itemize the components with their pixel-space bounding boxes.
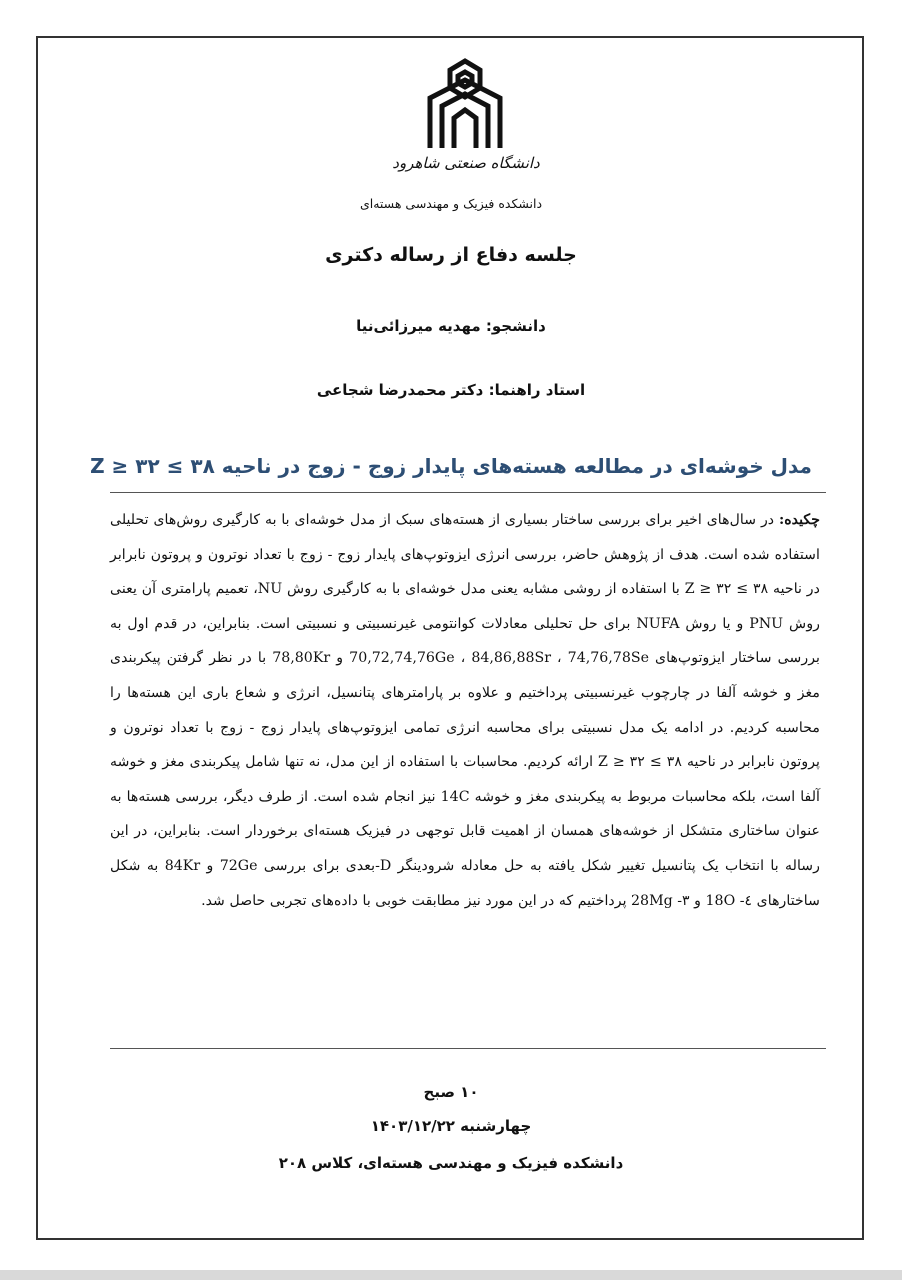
- faculty-name: دانشکده فیزیک و مهندسی هسته‌ای: [359, 196, 543, 211]
- bottom-strip: [0, 1270, 902, 1280]
- abstract-label: چکیده:: [778, 512, 820, 528]
- defense-place: دانشکده فیزیک و مهندسی هسته‌ای، کلاس ۲۰۸: [278, 1154, 624, 1172]
- defense-time: ۱۰ صبح: [423, 1083, 479, 1101]
- divider-bottom: [110, 1048, 826, 1049]
- defense-title: جلسه دفاع از رساله دکتری: [325, 244, 577, 266]
- logo-caption: دانشگاه صنعتی شاهرود: [392, 154, 540, 172]
- defense-date: چهارشنبه ۱۴۰۳/۱۲/۲۲: [370, 1117, 532, 1135]
- student-name: دانشجو: مهدیه میرزائی‌نیا: [356, 317, 546, 335]
- thesis-title: مدل خوشه‌ای در مطالعه هسته‌های پایدار زوج - زوج در ناحیه ۳۸ ≥ Z ≥ ۳۲: [90, 454, 812, 478]
- divider-top: [110, 492, 826, 493]
- university-logo: [392, 58, 540, 186]
- abstract: [110, 503, 820, 1035]
- advisor-name: استاد راهنما: دکتر محمدرضا شجاعی: [316, 381, 586, 399]
- abstract-text: در سال‌های اخیر برای بررسی ساختار بسیاری از هسته‌های سبک از مدل خوشه‌ای با به کارگیری روش‌های تحلیلی استفاده شده است. هدف از پژوهش حاضر، بررسی انرژی ایزوتوپ‌های پایدار زوج - زوج با تعداد نوترون و پروتون نابرابر در ناحیه ۳۸ ≥ Z ≥ ۳۲ با استفاده از روشی مشابه یعنی مدل خوشه‌ای با به کارگیری روش NU، تعمیم پارامتری آن یعنی روش PNU و یا روش NUFA برای حل تحلیلی معادلات کوانتومی غیرنسبیتی و نسبیتی است. بنابراین، در قدم اول به بررسی ساختار ایزوتوپ‌های 70,72,74,76Ge ، 84,86,88Sr ، 74,76,78Se و 78,80Kr با در نظر گرفتن پیکربندی مغز و خوشه آلفا در چارچوب غیرنسبیتی پرداختیم و علاوه بر پارامترهای پتانسیل، انرژی و شعاع باری این هسته‌ها را محاسبه کردیم. در ادامه یک مدل نسبیتی برای محاسبه انرژی تمامی ایزوتوپ‌های پایدار زوج - زوج با تعداد نوترون و پروتون نابرابر در ناحیه ۳۸ ≥ Z ≥ ۳۲ ارائه کردیم. محاسبات با استفاده از این مدل، نه تنها شامل پیکربندی مغز و خوشه آلفا است، بلکه محاسبات مربوط به پیکربندی مغز و خوشه 14C نیز انجام شده است. از طرف دیگر، بررسی هسته‌ها به عنوان ساختاری متشکل از خوشه‌های همسان از اهمیت قابل توجهی در فیزیک هسته‌ای برخوردار است. بنابراین، در این رساله با انتخاب یک پتانسیل تغییر شکل یافته به حل معادله شرودینگر D-بعدی برای بررسی 72Ge و 84Kr به شکل ساختارهای ٤- 18O و ۳- 28Mg پرداختیم که در این مورد نیز مطابقت خوبی با داده‌های تجربی حاصل شد.: [110, 512, 821, 909]
